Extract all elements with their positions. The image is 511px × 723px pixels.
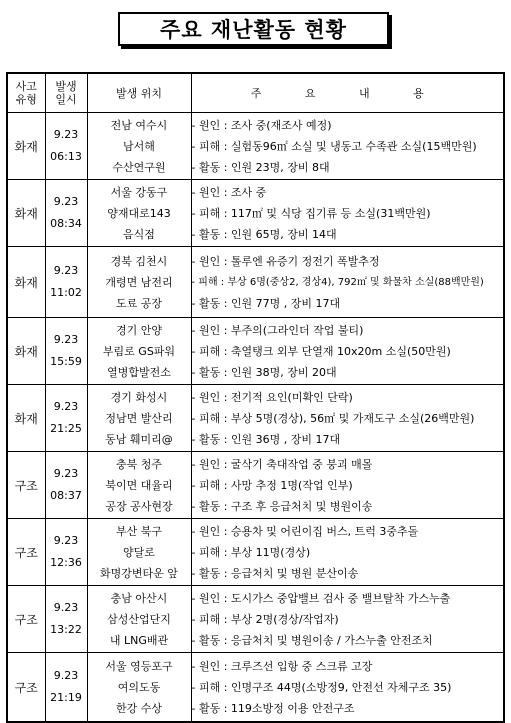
detail-cause: - 원인 : 굴삭기 축대작업 중 붕괴 매몰 [191,457,373,471]
incident-datetime [45,519,87,586]
incident-datetime [45,247,87,318]
incident-datetime [45,586,87,653]
incident-type: 화재 [7,180,45,247]
incident-type: 화재 [7,113,45,180]
table-row [7,385,504,452]
detail-activity: - 활동 : 응급처치 및 병원이송 / 가스누출 안전조치 [191,633,433,647]
incident-type: 구조 [7,586,45,653]
detail-damage: - 피해 : 부상 11명(경상) [191,545,311,559]
incident-time: 21:19 [50,691,82,704]
incident-location: 서울 강동구 양재대로143 음식점 [87,180,191,247]
incident-date: 9.23 [53,467,79,480]
incident-datetime [45,452,87,519]
incident-detail [191,113,504,180]
incident-location: 경기 안양 부림로 GS파워 열병합발전소 [87,318,191,385]
incident-type: 화재 [7,318,45,385]
detail-activity: - 활동 : 인원 36명 , 장비 17대 [191,432,341,446]
table-row [7,519,504,586]
table-row [7,247,504,318]
detail-cause: - 원인 : 조사 중 [191,185,267,199]
detail-cause: - 원인 : 부주의(그라인더 작업 불티) [191,323,364,337]
incident-date: 9.23 [53,601,79,614]
detail-damage: - 피해 : 부상 2명(경상/작업자) [191,612,339,626]
incident-date: 9.23 [53,333,79,346]
table-row [7,318,504,385]
detail-activity: - 활동 : 구조 후 응급처치 및 병원이송 [191,499,373,513]
incident-location: 서울 영등포구 여의도동 한강 수상 [87,653,191,723]
incident-location: 부산 북구 양달로 화명강변타운 앞 [87,519,191,586]
incident-detail [191,519,504,586]
incident-time: 08:34 [50,217,82,230]
detail-activity: - 활동 : 인원 65명, 장비 14대 [191,227,337,241]
incident-location: 충북 청주 북이면 대율리 공장 공사현장 [87,452,191,519]
incident-time: 15:59 [50,355,82,368]
incident-detail [191,452,504,519]
table-row [7,180,504,247]
incident-detail [191,318,504,385]
header-time: 발생 일시 [45,73,87,113]
detail-activity: - 활동 : 인원 77명 , 장비 17대 [191,296,341,310]
incident-datetime [45,180,87,247]
table-row [7,452,504,519]
detail-cause: - 원인 : 도시가스 중압밸브 검사 중 밸브탈착 가스누출 [191,591,451,605]
detail-cause: - 원인 : 전기적 요인(미확인 단락) [191,390,353,404]
detail-activity: - 활동 : 인원 23명, 장비 8대 [191,160,330,174]
header-detail: 주 요 내 용 [191,73,504,113]
incident-type: 구조 [7,653,45,723]
detail-damage: - 피해 : 인명구조 44명(소방정9, 안전선 자체구조 35) [191,680,452,694]
header-location: 발생 위치 [87,73,191,113]
table-row [7,113,504,180]
incident-time: 11:02 [50,286,82,299]
incident-date: 9.23 [53,195,79,208]
incident-date: 9.23 [53,264,79,277]
incident-date: 9.23 [53,669,79,682]
incident-detail [191,586,504,653]
incident-detail [191,180,504,247]
incident-time: 06:13 [50,150,82,163]
detail-cause: - 원인 : 톨루엔 유증기 정전기 폭발추정 [191,254,380,268]
table-header-row [7,73,504,113]
incident-type: 화재 [7,247,45,318]
incident-datetime [45,385,87,452]
detail-damage: - 피해 : 축열탱크 외부 단열재 10x20m 소실(50만원) [191,344,451,358]
header-type: 사고 유형 [7,73,45,113]
incident-location: 충남 아산시 삼성산업단지 내 LNG배관 [87,586,191,653]
incident-time: 21:25 [50,422,82,435]
incident-time: 13:22 [50,623,82,636]
incident-type: 구조 [7,452,45,519]
incident-location: 전남 여수시 남서해 수산연구원 [87,113,191,180]
table-row [7,586,504,653]
detail-damage: - 피해 : 사망 추정 1명(작업 인부) [191,478,353,492]
incident-type: 화재 [7,385,45,452]
incident-datetime [45,113,87,180]
detail-activity: - 활동 : 응급처치 및 병원 분산이송 [191,566,359,580]
incident-datetime [45,318,87,385]
incident-detail [191,385,504,452]
incident-time: 12:36 [50,556,82,569]
detail-activity: - 활동 : 인원 38명, 장비 20대 [191,365,337,379]
detail-activity: - 활동 : 119소방정 이용 안전구조 [191,701,355,715]
incident-detail [191,247,504,318]
incident-time: 08:37 [50,489,82,502]
detail-damage: - 피해 : 부상 5명(경상), 56㎡ 및 가재도구 소실(26백만원) [191,411,475,425]
incident-date: 9.23 [53,128,79,141]
incident-location: 경북 김천시 개령면 남전리 도료 공장 [87,247,191,318]
incident-table [6,72,505,723]
incident-date: 9.23 [53,400,79,413]
page-title: 주요 재난활동 현황 [118,12,389,46]
detail-damage: - 피해 : 부상 6명(중상2, 경상4), 792㎡ 및 화물차 소실(88백만원) [191,276,484,288]
detail-cause: - 원인 : 조사 중(재조사 예정) [191,118,332,132]
detail-damage: - 피해 : 117㎡ 및 식당 집기류 등 소실(31백만원) [191,206,431,220]
detail-cause: - 원인 : 승용차 및 어린이집 버스, 트럭 3중추돌 [191,524,419,538]
incident-location: 경기 화성시 정남면 발산리 동남 훼미리@ [87,385,191,452]
incident-type: 구조 [7,519,45,586]
detail-damage: - 피해 : 실험동96㎡ 소실 및 냉동고 수족관 소실(15백만원) [191,139,477,153]
incident-date: 9.23 [53,534,79,547]
detail-cause: - 원인 : 크루즈선 입항 중 스크류 고장 [191,659,373,673]
